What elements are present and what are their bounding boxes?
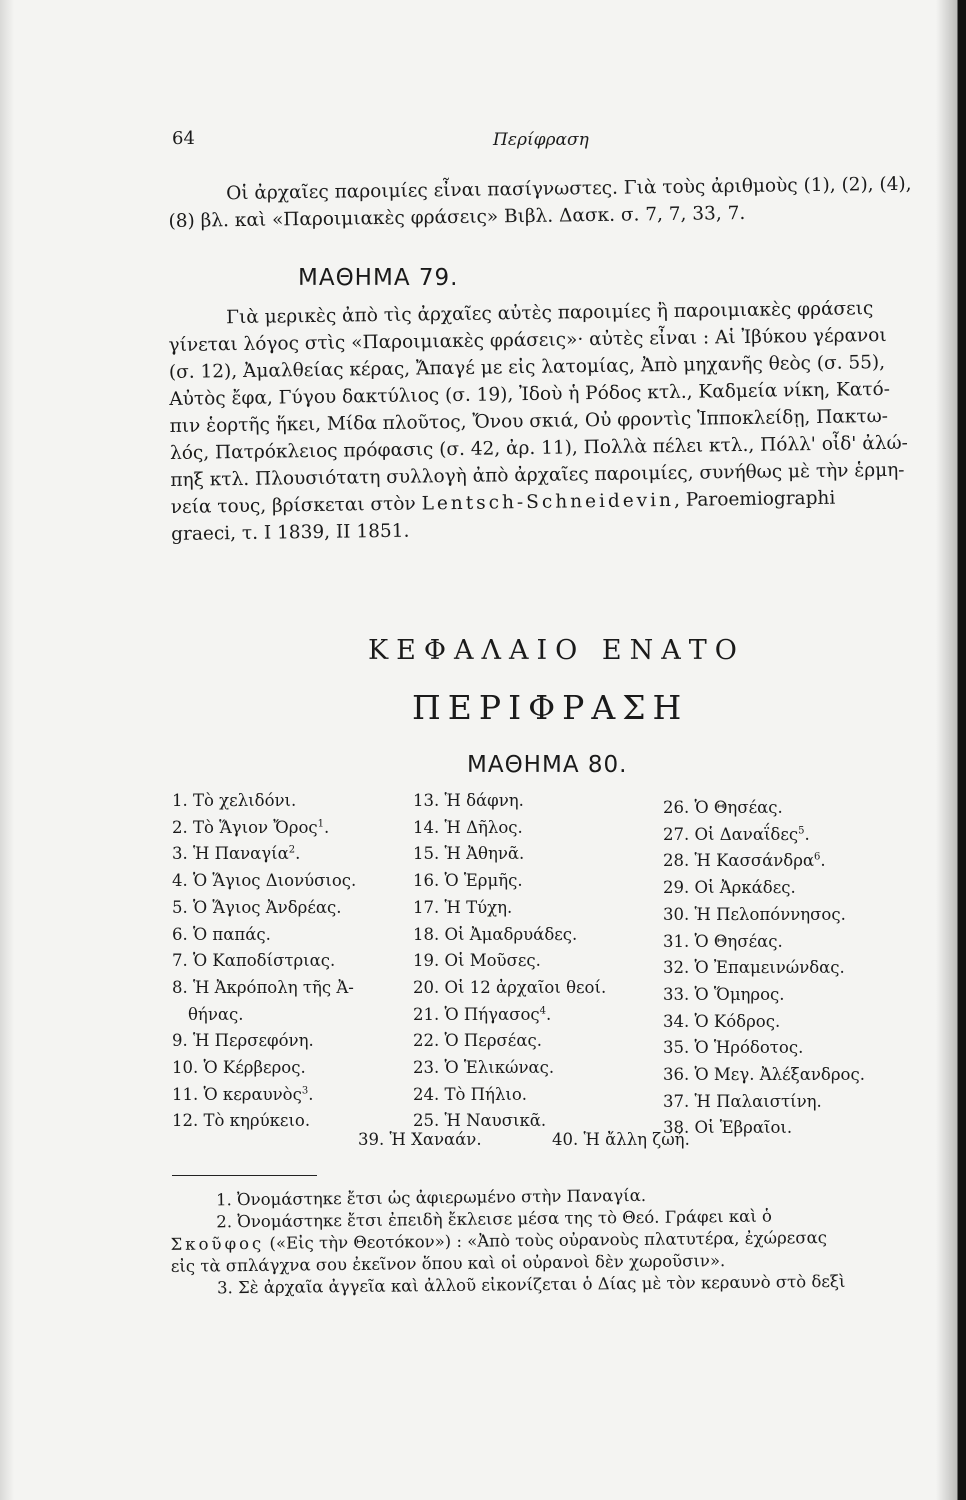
lesson-79-paragraph	[168, 294, 926, 548]
footnote-divider	[172, 1175, 317, 1176]
list-item-text: 3. Ἡ Παναγία	[172, 844, 289, 864]
list-item-text: 23. Ὁ Ἑλικώνας.	[413, 1058, 555, 1078]
list-item	[172, 788, 356, 815]
lesson-80-heading: ΜΑΘΗΜΑ 80.	[467, 752, 628, 778]
list-item	[172, 868, 356, 895]
list-item-text: 11. Ὁ κεραυνὸς	[172, 1084, 302, 1104]
exercise-column-1	[172, 788, 356, 1135]
list-item	[413, 975, 606, 1002]
list-item-text: 21. Ὁ Πήγασος	[413, 1004, 540, 1024]
list-item-text: 35. Ὁ Ἡρόδοτος.	[663, 1038, 804, 1058]
list-item	[172, 922, 356, 949]
footnote-1: 1. Ὀνομάστηκε ἔτσι ὡς ἀφιερωμένο στὴν Παναγία.	[216, 1185, 647, 1210]
list-item	[172, 1082, 356, 1109]
intro-line: (8) βλ. καὶ «Παροιμιακὲς φράσεις» Βιβλ. Δασκ. σ. 7, 7, 33, 7.	[168, 202, 746, 232]
list-item-punct: .	[308, 1084, 314, 1104]
list-item-text: 4. Ὁ Ἅγιος Διονύσιος.	[172, 871, 357, 891]
list-item-text: 17. Ἡ Τύχη.	[413, 897, 513, 917]
list-item-text: 12. Τὸ κηρύκειο.	[172, 1111, 311, 1131]
list-item-text: θήνας.	[188, 1004, 244, 1024]
list-item-text: 9. Ἡ Περσεφόνη.	[172, 1031, 314, 1051]
list-item-text: 29. Οἱ Ἀρκάδες.	[663, 878, 796, 898]
list-item-text: 19. Οἱ Μοῦσες.	[413, 951, 541, 971]
list-item-text: 10. Ὁ Κέρβερος.	[172, 1058, 306, 1078]
footnote-marker: 4	[539, 1005, 547, 1017]
list-item	[172, 815, 356, 842]
paragraph-line: Αὐτὸς ἔφα, Γύγου δακτύλιος (σ. 19), Ἰδοὺ ἡ Ρόδος κτλ., Καδμεία νίκη, Κατό-	[169, 378, 891, 410]
list-item	[413, 788, 606, 815]
list-item	[413, 948, 606, 975]
list-item	[663, 955, 865, 982]
list-item	[172, 1108, 356, 1135]
exercise-column-2	[413, 788, 606, 1135]
page-edge-shadow-left	[0, 0, 14, 1500]
paragraph-line: λός, Πατρόκλειος πρόφασις (σ. 42, ἀρ. 11), Πολλὰ πέλει κτλ., Πόλλ' οἶδ' ἀλώ-	[169, 432, 909, 464]
footnote-marker: 3	[301, 1085, 309, 1097]
list-item	[663, 982, 865, 1009]
footnote-marker: 1	[317, 818, 325, 830]
list-item-text: 6. Ὁ παπάς.	[172, 924, 271, 944]
list-item-text: 26. Ὁ Θησέας.	[663, 798, 783, 817]
chapter-subtitle: ΠΕΡΙΦΡΑΣΗ	[412, 688, 689, 727]
list-item	[413, 1055, 606, 1082]
list-item	[663, 1062, 865, 1089]
list-item: 39. Ἡ Χαναάν.	[358, 1130, 482, 1149]
list-item	[413, 841, 606, 868]
list-item	[663, 875, 865, 902]
list-item-text: 32. Ὁ Ἐπαμεινώνδας.	[663, 958, 845, 978]
footnote-2: 2. Ὀνομάστηκε ἔτσι ἐπειδὴ ἔκλεισε μέσα της τὸ Θεό. Γράφει καὶ ὁ	[216, 1206, 773, 1232]
list-item	[663, 848, 865, 875]
list-item	[413, 922, 606, 949]
footnote-text: («Εἰς τὴν Θεοτόκον») : «Ἀπὸ τοὺς οὐρανοὺς πλατυτέρα, ἐχώρεσας	[264, 1227, 828, 1253]
list-item	[663, 1089, 865, 1116]
list-item	[413, 868, 606, 895]
list-item-text: 28. Ἡ Κασσάνδρα	[663, 851, 815, 871]
chapter-title: ΚΕΦΑΛΑΙΟ ΕΝΑΤΟ	[368, 635, 745, 666]
list-item-punct: .	[546, 1004, 552, 1024]
list-item-text: 27. Οἱ Δαναΐδες	[663, 824, 799, 844]
list-item-text: 15. Ἡ Ἀθηνᾶ.	[413, 844, 525, 864]
running-head: Περίφραση	[493, 130, 589, 150]
list-item-text: 37. Ἡ Παλαιστίνη.	[663, 1091, 822, 1111]
paragraph-line: πηξ κτλ. Πλουσιότατη συλλογὴ ἀπὸ ἀρχαῖες παροιμίες, συνήθως μὲ τὴν ἑρμη-	[170, 459, 905, 491]
footnote-marker: 6	[814, 851, 821, 863]
intro-line: Οἱ ἀρχαῖες παροιμίες εἶναι πασίγνωστες. Γιὰ τοὺς ἀριθμοὺς (1), (2), (4),	[226, 173, 912, 205]
paragraph-line: (σ. 12), Ἀμαλθείας κέρας, Ἄπαγέ με εἰς λατομίας, Ἀπὸ μηχανῆς θεὸς (σ. 55),	[168, 351, 886, 383]
list-item-text: 18. Οἱ Ἀμαδρυάδες.	[413, 924, 578, 944]
footnote-marker: 5	[798, 825, 805, 837]
list-item-text: 5. Ὁ Ἅγιος Ἀνδρέας.	[172, 897, 342, 917]
list-item-text: 16. Ὁ Ἑρμῆς.	[413, 871, 523, 891]
list-item	[172, 948, 356, 975]
list-item: 40. Ἡ ἄλλη ζωή.	[552, 1130, 690, 1149]
list-item-text: 20. Οἱ 12 ἀρχαῖοι θεοί.	[413, 977, 607, 997]
page-number: 64	[172, 128, 195, 149]
list-item-text: 31. Ὁ Θησέας.	[663, 931, 783, 951]
list-item-punct: .	[324, 817, 330, 837]
list-item-text: 14. Ἡ Δῆλος.	[413, 817, 523, 837]
source-title: , Paroemiographi	[673, 487, 836, 511]
paragraph-line: πιν ἑορτῆς ἥκει, Μίδα πλοῦτος, Ὄνου σκιά, Οὐ φροντὶς Ἱπποκλείδῃ, Πακτω-	[169, 405, 889, 437]
list-item	[413, 1002, 606, 1029]
page-edge-shadow-right	[936, 0, 966, 1500]
list-item	[413, 1028, 606, 1055]
list-item	[413, 815, 606, 842]
list-item	[663, 1035, 865, 1062]
list-item	[172, 895, 356, 922]
lesson-79-heading: ΜΑΘΗΜΑ 79.	[298, 265, 459, 291]
list-item-text: 30. Ἡ Πελοπόννησος.	[663, 904, 846, 924]
paragraph-line: graeci, τ. I 1839, II 1851.	[171, 520, 410, 545]
list-item	[663, 822, 865, 849]
list-item-text: 8. Ἡ Ἀκρόπολη τῆς Ἀ-	[172, 977, 354, 997]
list-item-punct: .	[804, 824, 810, 844]
list-item-text: 22. Ὁ Περσέας.	[413, 1031, 542, 1051]
list-item	[172, 841, 356, 868]
list-item	[172, 975, 356, 1002]
list-item	[172, 1002, 356, 1029]
list-item	[172, 1055, 356, 1082]
list-item	[413, 895, 606, 922]
list-item	[413, 1082, 606, 1109]
footnote-2-line: εἰς τὰ σπλάγχνα σου ἐκεῖνον ὅπου καὶ οἱ οὐρανοὶ δὲν χωροῦσιν».	[170, 1251, 726, 1276]
list-item	[172, 1028, 356, 1055]
list-item-punct: .	[820, 851, 826, 871]
exercise-column-3	[663, 795, 865, 1142]
list-item-text: 1. Τὸ χελιδόνι.	[172, 791, 297, 810]
list-item-text: 38. Οἱ Ἑβραῖοι.	[663, 1118, 793, 1138]
paragraph-text: νεία τους, βρίσκεται στὸν	[170, 493, 416, 518]
footnotes	[158, 1182, 919, 1300]
paragraph-line: γίνεται λόγος στὶς «Παροιμιακὲς φράσεις»· αὐτὲς εἶναι : Αἱ Ἰβύκου γέρανοι	[168, 324, 887, 356]
list-item	[663, 795, 865, 822]
footnote-3: 3. Σὲ ἀρχαῖα ἀγγεῖα καὶ ἀλλοῦ εἰκονίζεται ὁ Δίας μὲ τὸν κεραυνὸ στὸ δεξὶ	[216, 1271, 846, 1298]
list-item-text: 33. Ὁ Ὅμηρος.	[663, 984, 785, 1004]
footnote-author: Σκοῦφος	[170, 1233, 265, 1254]
list-item-text: 7. Ὁ Καποδίστριας.	[172, 951, 336, 971]
footnote-marker: 2	[288, 844, 296, 856]
intro-paragraph	[168, 170, 924, 235]
list-item-text: 24. Τὸ Πήλιο.	[413, 1084, 528, 1104]
list-item-text: 13. Ἡ δάφνη.	[413, 791, 524, 810]
list-item	[663, 1009, 865, 1036]
list-item-text: 34. Ὁ Κόδρος.	[663, 1011, 781, 1031]
list-item	[663, 1115, 865, 1142]
list-item-text: 2. Τὸ Ἅγιον Ὄρος	[172, 817, 318, 837]
list-item	[663, 902, 865, 929]
list-item-text: 25. Ἡ Ναυσικᾶ.	[413, 1111, 547, 1131]
author-name: Lentsch-Schneidevin	[421, 489, 675, 515]
list-item-punct: .	[295, 844, 301, 864]
list-item-text: 36. Ὁ Μεγ. Ἀλέξανδρος.	[663, 1065, 865, 1085]
list-item	[663, 929, 865, 956]
paragraph-line: Γιὰ μερικὲς ἀπὸ τὶς ἀρχαῖες αὐτὲς παροιμίες ἢ παροιμιακὲς φράσεις	[226, 298, 874, 329]
